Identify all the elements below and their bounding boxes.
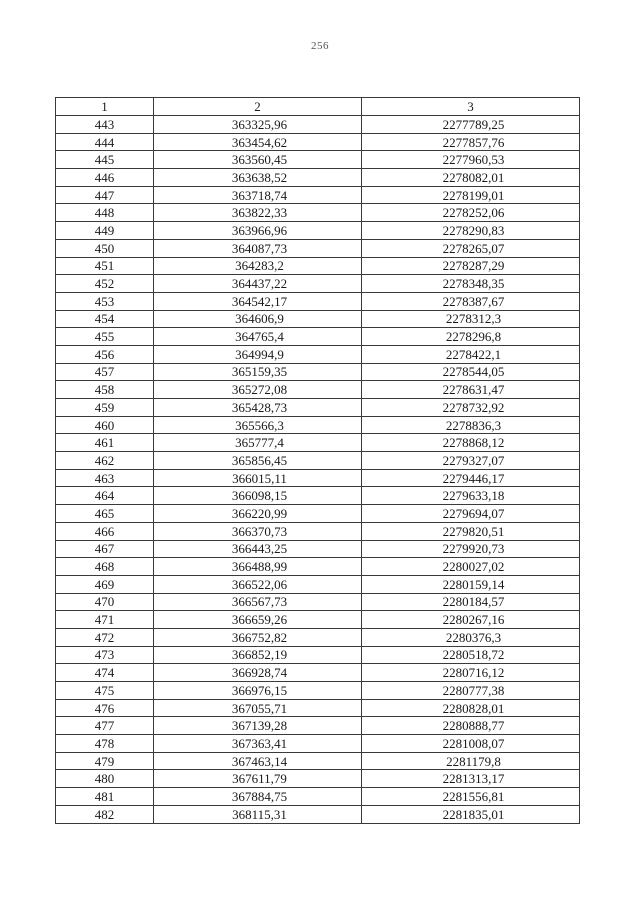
- table-row: [56, 593, 580, 611]
- y-coordinate-cell: 2278265,07: [362, 239, 580, 257]
- y-coordinate-cell: 2278199,01: [362, 186, 580, 204]
- y-coordinate-cell: 2281556,81: [362, 788, 580, 806]
- table-row: [56, 275, 580, 293]
- y-coordinate-cell: 2280159,14: [362, 575, 580, 593]
- y-coordinate-cell: 2280888,77: [362, 717, 580, 735]
- y-coordinate-cell: 2278836,3: [362, 416, 580, 434]
- point-number-cell: 465: [56, 505, 154, 523]
- table-row: [56, 292, 580, 310]
- y-coordinate-cell: 2281835,01: [362, 805, 580, 823]
- table-row: [56, 717, 580, 735]
- table-row: [56, 770, 580, 788]
- y-coordinate-cell: 2278082,01: [362, 169, 580, 187]
- y-coordinate-cell: 2279920,73: [362, 540, 580, 558]
- y-coordinate-cell: 2279327,07: [362, 452, 580, 470]
- point-number-cell: 456: [56, 345, 154, 363]
- point-number-cell: 451: [56, 257, 154, 275]
- y-coordinate-cell: 2277960,53: [362, 151, 580, 169]
- x-coordinate-cell: 367363,41: [154, 735, 362, 753]
- coordinates-table: [55, 97, 580, 824]
- x-coordinate-cell: 365428,73: [154, 399, 362, 417]
- y-coordinate-cell: 2280828,01: [362, 699, 580, 717]
- x-coordinate-cell: 364542,17: [154, 292, 362, 310]
- point-number-cell: 457: [56, 363, 154, 381]
- x-coordinate-cell: 365777,4: [154, 434, 362, 452]
- point-number-cell: 475: [56, 682, 154, 700]
- point-number-cell: 462: [56, 452, 154, 470]
- point-number-cell: 448: [56, 204, 154, 222]
- y-coordinate-cell: 2280777,38: [362, 682, 580, 700]
- x-coordinate-cell: 365272,08: [154, 381, 362, 399]
- point-number-cell: 467: [56, 540, 154, 558]
- x-coordinate-cell: 364765,4: [154, 328, 362, 346]
- table-row: [56, 699, 580, 717]
- point-number-cell: 454: [56, 310, 154, 328]
- point-number-cell: 480: [56, 770, 154, 788]
- x-coordinate-cell: 368115,31: [154, 805, 362, 823]
- table-row: [56, 646, 580, 664]
- point-number-cell: 460: [56, 416, 154, 434]
- y-coordinate-cell: 2280518,72: [362, 646, 580, 664]
- table-row: [56, 363, 580, 381]
- x-coordinate-cell: 366443,25: [154, 540, 362, 558]
- point-number-cell: 453: [56, 292, 154, 310]
- page-number: 256: [311, 40, 329, 52]
- point-number-cell: 458: [56, 381, 154, 399]
- y-coordinate-cell: 2280267,16: [362, 611, 580, 629]
- x-coordinate-cell: 365856,45: [154, 452, 362, 470]
- y-coordinate-cell: 2278287,29: [362, 257, 580, 275]
- x-coordinate-cell: 366567,73: [154, 593, 362, 611]
- table-row: [56, 257, 580, 275]
- point-number-cell: 482: [56, 805, 154, 823]
- point-number-cell: 476: [56, 699, 154, 717]
- y-coordinate-cell: 2278252,06: [362, 204, 580, 222]
- x-coordinate-cell: 363325,96: [154, 116, 362, 134]
- table-body: [56, 116, 580, 824]
- y-coordinate-cell: 2278290,83: [362, 222, 580, 240]
- point-number-cell: 445: [56, 151, 154, 169]
- y-coordinate-cell: 2277789,25: [362, 116, 580, 134]
- x-coordinate-cell: 366752,82: [154, 628, 362, 646]
- x-coordinate-cell: 364437,22: [154, 275, 362, 293]
- x-coordinate-cell: 363638,52: [154, 169, 362, 187]
- table-row: [56, 487, 580, 505]
- y-coordinate-cell: 2277857,76: [362, 133, 580, 151]
- x-coordinate-cell: 364606,9: [154, 310, 362, 328]
- x-coordinate-cell: 364283,2: [154, 257, 362, 275]
- column-header: 1: [56, 98, 154, 116]
- table-row: [56, 399, 580, 417]
- point-number-cell: 450: [56, 239, 154, 257]
- point-number-cell: 473: [56, 646, 154, 664]
- table-row: [56, 805, 580, 823]
- table-row: [56, 628, 580, 646]
- x-coordinate-cell: 366488,99: [154, 558, 362, 576]
- x-coordinate-cell: 366928,74: [154, 664, 362, 682]
- point-number-cell: 443: [56, 116, 154, 134]
- x-coordinate-cell: 363560,45: [154, 151, 362, 169]
- y-coordinate-cell: 2281008,07: [362, 735, 580, 753]
- point-number-cell: 474: [56, 664, 154, 682]
- point-number-cell: 464: [56, 487, 154, 505]
- y-coordinate-cell: 2278422,1: [362, 345, 580, 363]
- x-coordinate-cell: 366015,11: [154, 469, 362, 487]
- point-number-cell: 477: [56, 717, 154, 735]
- x-coordinate-cell: 364994,9: [154, 345, 362, 363]
- x-coordinate-cell: 366852,19: [154, 646, 362, 664]
- table-row: [56, 416, 580, 434]
- point-number-cell: 479: [56, 752, 154, 770]
- point-number-cell: 455: [56, 328, 154, 346]
- table-row: [56, 186, 580, 204]
- x-coordinate-cell: 364087,73: [154, 239, 362, 257]
- y-coordinate-cell: 2279820,51: [362, 522, 580, 540]
- x-coordinate-cell: 367055,71: [154, 699, 362, 717]
- x-coordinate-cell: 367139,28: [154, 717, 362, 735]
- table-row: [56, 345, 580, 363]
- table-row: [56, 381, 580, 399]
- table-row: [56, 133, 580, 151]
- x-coordinate-cell: 366522,06: [154, 575, 362, 593]
- table-row: [56, 752, 580, 770]
- table-row: [56, 169, 580, 187]
- table-row: [56, 611, 580, 629]
- y-coordinate-cell: 2278312,3: [362, 310, 580, 328]
- x-coordinate-cell: 363718,74: [154, 186, 362, 204]
- table-row: [56, 310, 580, 328]
- table-row: [56, 558, 580, 576]
- x-coordinate-cell: 363822,33: [154, 204, 362, 222]
- y-coordinate-cell: 2278868,12: [362, 434, 580, 452]
- x-coordinate-cell: 363454,62: [154, 133, 362, 151]
- table-row: [56, 204, 580, 222]
- point-number-cell: 481: [56, 788, 154, 806]
- x-coordinate-cell: 365159,35: [154, 363, 362, 381]
- table-row: [56, 575, 580, 593]
- y-coordinate-cell: 2278732,92: [362, 399, 580, 417]
- table-row: [56, 735, 580, 753]
- y-coordinate-cell: 2278348,35: [362, 275, 580, 293]
- table-row: [56, 151, 580, 169]
- y-coordinate-cell: 2281179,8: [362, 752, 580, 770]
- point-number-cell: 449: [56, 222, 154, 240]
- table-row: [56, 239, 580, 257]
- x-coordinate-cell: 366976,15: [154, 682, 362, 700]
- y-coordinate-cell: 2281313,17: [362, 770, 580, 788]
- point-number-cell: 461: [56, 434, 154, 452]
- point-number-cell: 463: [56, 469, 154, 487]
- point-number-cell: 478: [56, 735, 154, 753]
- table-row: [56, 788, 580, 806]
- table-row: [56, 682, 580, 700]
- table-row: [56, 540, 580, 558]
- column-header: 3: [362, 98, 580, 116]
- y-coordinate-cell: 2280376,3: [362, 628, 580, 646]
- table-row: [56, 452, 580, 470]
- table-row: [56, 222, 580, 240]
- table-header-row: [56, 98, 580, 116]
- x-coordinate-cell: 367611,79: [154, 770, 362, 788]
- table-row: [56, 664, 580, 682]
- point-number-cell: 466: [56, 522, 154, 540]
- table-row: [56, 434, 580, 452]
- x-coordinate-cell: 366659,26: [154, 611, 362, 629]
- x-coordinate-cell: 363966,96: [154, 222, 362, 240]
- x-coordinate-cell: 367463,14: [154, 752, 362, 770]
- y-coordinate-cell: 2278544,05: [362, 363, 580, 381]
- y-coordinate-cell: 2279694,07: [362, 505, 580, 523]
- table-row: [56, 469, 580, 487]
- point-number-cell: 444: [56, 133, 154, 151]
- column-header: 2: [154, 98, 362, 116]
- point-number-cell: 469: [56, 575, 154, 593]
- point-number-cell: 468: [56, 558, 154, 576]
- point-number-cell: 471: [56, 611, 154, 629]
- table-row: [56, 522, 580, 540]
- y-coordinate-cell: 2279446,17: [362, 469, 580, 487]
- point-number-cell: 452: [56, 275, 154, 293]
- y-coordinate-cell: 2278296,8: [362, 328, 580, 346]
- x-coordinate-cell: 365566,3: [154, 416, 362, 434]
- point-number-cell: 447: [56, 186, 154, 204]
- y-coordinate-cell: 2279633,18: [362, 487, 580, 505]
- y-coordinate-cell: 2280716,12: [362, 664, 580, 682]
- table-row: [56, 505, 580, 523]
- x-coordinate-cell: 367884,75: [154, 788, 362, 806]
- x-coordinate-cell: 366098,15: [154, 487, 362, 505]
- y-coordinate-cell: 2278631,47: [362, 381, 580, 399]
- x-coordinate-cell: 366220,99: [154, 505, 362, 523]
- y-coordinate-cell: 2280027,02: [362, 558, 580, 576]
- y-coordinate-cell: 2278387,67: [362, 292, 580, 310]
- table-row: [56, 328, 580, 346]
- y-coordinate-cell: 2280184,57: [362, 593, 580, 611]
- x-coordinate-cell: 366370,73: [154, 522, 362, 540]
- point-number-cell: 470: [56, 593, 154, 611]
- table-row: [56, 116, 580, 134]
- point-number-cell: 472: [56, 628, 154, 646]
- point-number-cell: 459: [56, 399, 154, 417]
- point-number-cell: 446: [56, 169, 154, 187]
